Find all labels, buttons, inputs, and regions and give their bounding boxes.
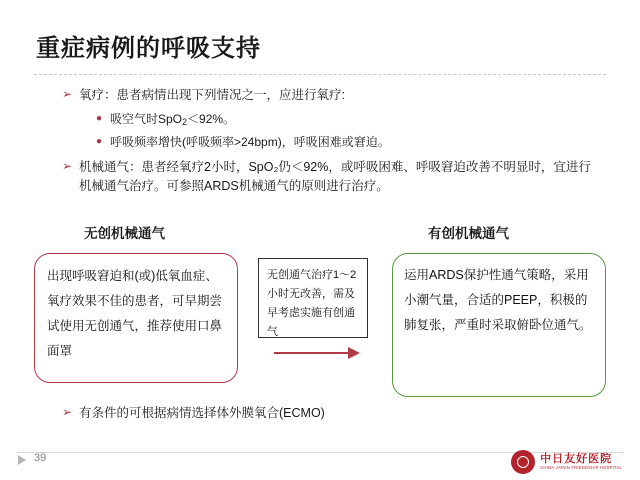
sub-bullet-respiratory-rate-text: 呼吸频率增快(呼吸频率>24bpm)，呼吸困难或窘迫。 [110,135,390,149]
heading-invasive-ventilation: 有创机械通气 [428,226,509,241]
box-invasive-ventilation: 运用ARDS保护性通气策略，采用小潮气量，合适的PEEP，积极的肺复张，严重时采取俯卧位通气。 [392,253,606,397]
arrow-bullet-icon: ➢ [62,87,73,101]
box-transition-criteria: 无创通气治疗1～2小时无改善，需及早考虑实施有创通气 [258,258,368,338]
arrow-bullet-icon: ➢ [62,159,73,173]
logo-mark-icon [511,450,535,474]
logo-text [540,454,622,470]
bullet-oxygen-therapy-text: 氧疗：患者病情出现下列情况之一，应进行氧疗: [79,88,345,102]
box-noninvasive-ventilation: 出现呼吸窘迫和(或)低氧血症、氧疗效果不佳的患者，可早期尝试使用无创通气，推荐使用口鼻面罩 [34,253,238,383]
right-arrow-icon [274,348,362,358]
arrow-bullet-icon: ➢ [62,405,73,419]
hospital-logo [511,450,622,474]
logo-name-en: CHINA-JAPAN FRIENDSHIP HOSPITAL [540,464,622,470]
bullet-mechanical-ventilation-text: 机械通气：患者经氧疗2小时，SpO₂仍＜92%，或呼吸困难、呼吸窘迫改善不明显时，宜进行机械通气治疗。可参照ARDS机械通气的原则进行治疗。 [79,160,591,193]
sub-bullet-spo2 [96,110,556,131]
page-number: 39 [34,452,47,464]
sub-bullet-spo2-text: 吸空气时SpO$_2$＜92%。 [110,112,236,127]
bullet-oxygen-therapy [62,86,582,105]
title-divider [34,74,606,75]
bullet-ecmo-text: 有条件的可根据病情选择体外膜氧合(ECMO) [79,406,325,420]
sub-bullet-respiratory-rate [96,133,556,151]
bullet-mechanical-ventilation [62,158,600,196]
bullet-ecmo [62,404,582,423]
footer-triangle-icon [18,455,26,465]
page-title: 重症病例的呼吸支持 [36,35,261,62]
logo-name-cn: 中日友好医院 [540,453,613,466]
dot-bullet-icon: ● [96,136,103,147]
dot-bullet-icon: ● [96,113,103,124]
heading-noninvasive-ventilation: 无创机械通气 [84,226,165,241]
